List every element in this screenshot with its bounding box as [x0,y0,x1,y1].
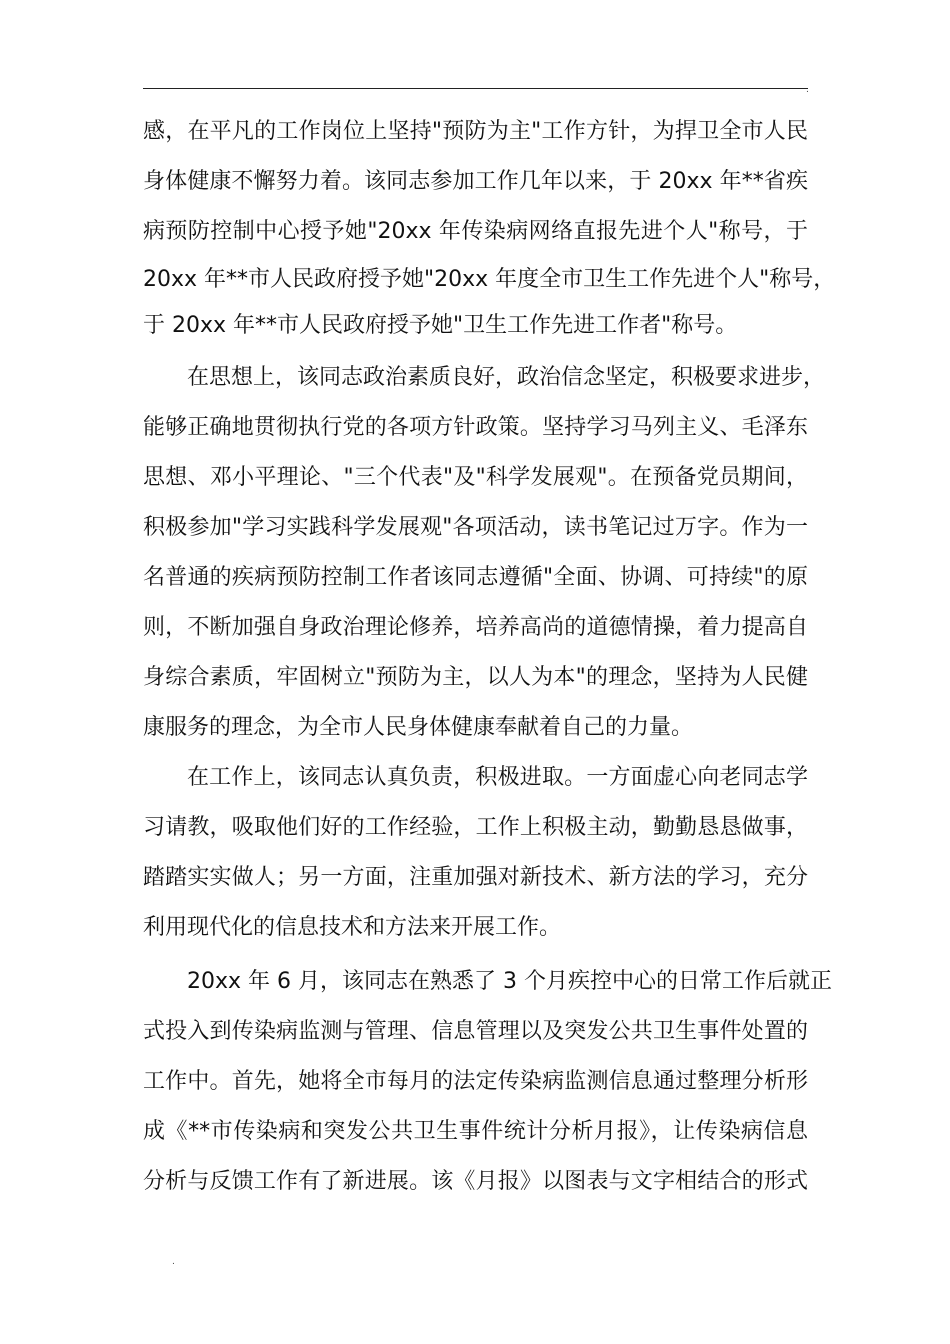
text-line: 于 20xx 年**市人民政府授予她"卫生工作先进工作者"称号。 [143,313,738,338]
text-line: 式投入到传染病监测与管理、信息管理以及突发公共卫生事件处置的 [143,1019,808,1044]
header-mark: . [806,85,809,95]
paragraph-2 [143,353,826,753]
text-line: 康服务的理念，为全市人民身体健康奉献着自己的力量。 [143,715,694,740]
header-rule [143,88,808,89]
text-line: 20xx 年**市人民政府授予她"20xx 年度全市卫生工作先进个人"称号， [143,267,836,292]
text-line: 分析与反馈工作有了新进展。该《月报》以图表与文字相结合的形式 [143,1169,808,1194]
text-line: 积极参加"学习实践科学发展观"各项活动，读书笔记过万字。作为一 [143,515,808,540]
text-line: 身综合素质，牢固树立"预防为主，以人为本"的理念，坚持为人民健 [143,665,808,690]
text-line: 踏踏实实做人；另一方面，注重加强对新技术、新方法的学习，充分 [143,865,808,890]
text-line: 能够正确地贯彻执行党的各项方针政策。坚持学习马列主义、毛泽东 [143,415,808,440]
text-line: 利用现代化的信息技术和方法来开展工作。 [143,915,562,940]
text-line: 则，不断加强自身政治理论修养，培养高尚的道德情操，着力提高自 [143,615,808,640]
body-text [143,107,836,1207]
text-line: 身体健康不懈努力着。该同志参加工作几年以来，于 20xx 年**省疾 [143,169,808,194]
text-line: 思想、邓小平理论、"三个代表"及"科学发展观"。在预备党员期间， [143,465,808,490]
text-line: 感，在平凡的工作岗位上坚持"预防为主"工作方针，为捍卫全市人民 [143,119,808,144]
text-line: 病预防控制中心授予她"20xx 年传染病网络直报先进个人"称号，于 [143,219,808,244]
text-line: 20xx 年 6 月，该同志在熟悉了 3 个月疾控中心的日常工作后就正 [187,969,832,994]
text-line: 名普通的疾病预防控制工作者该同志遵循"全面、协调、可持续"的原 [143,565,808,590]
footer-mark: . [172,1257,175,1267]
text-line: 在工作上，该同志认真负责，积极进取。一方面虚心向老同志学 [187,765,808,790]
text-line: 习请教，吸取他们好的工作经验，工作上积极主动，勤勤恳恳做事， [143,815,808,840]
text-line: 工作中。首先，她将全市每月的法定传染病监测信息通过整理分析形 [143,1069,808,1094]
paragraph-1 [143,107,836,349]
paragraph-4 [143,957,832,1207]
text-line: 成《**市传染病和突发公共卫生事件统计分析月报》，让传染病信息 [143,1119,808,1144]
text-line: 在思想上，该同志政治素质良好，政治信念坚定，积极要求进步， [187,365,826,390]
paragraph-3 [143,753,808,953]
